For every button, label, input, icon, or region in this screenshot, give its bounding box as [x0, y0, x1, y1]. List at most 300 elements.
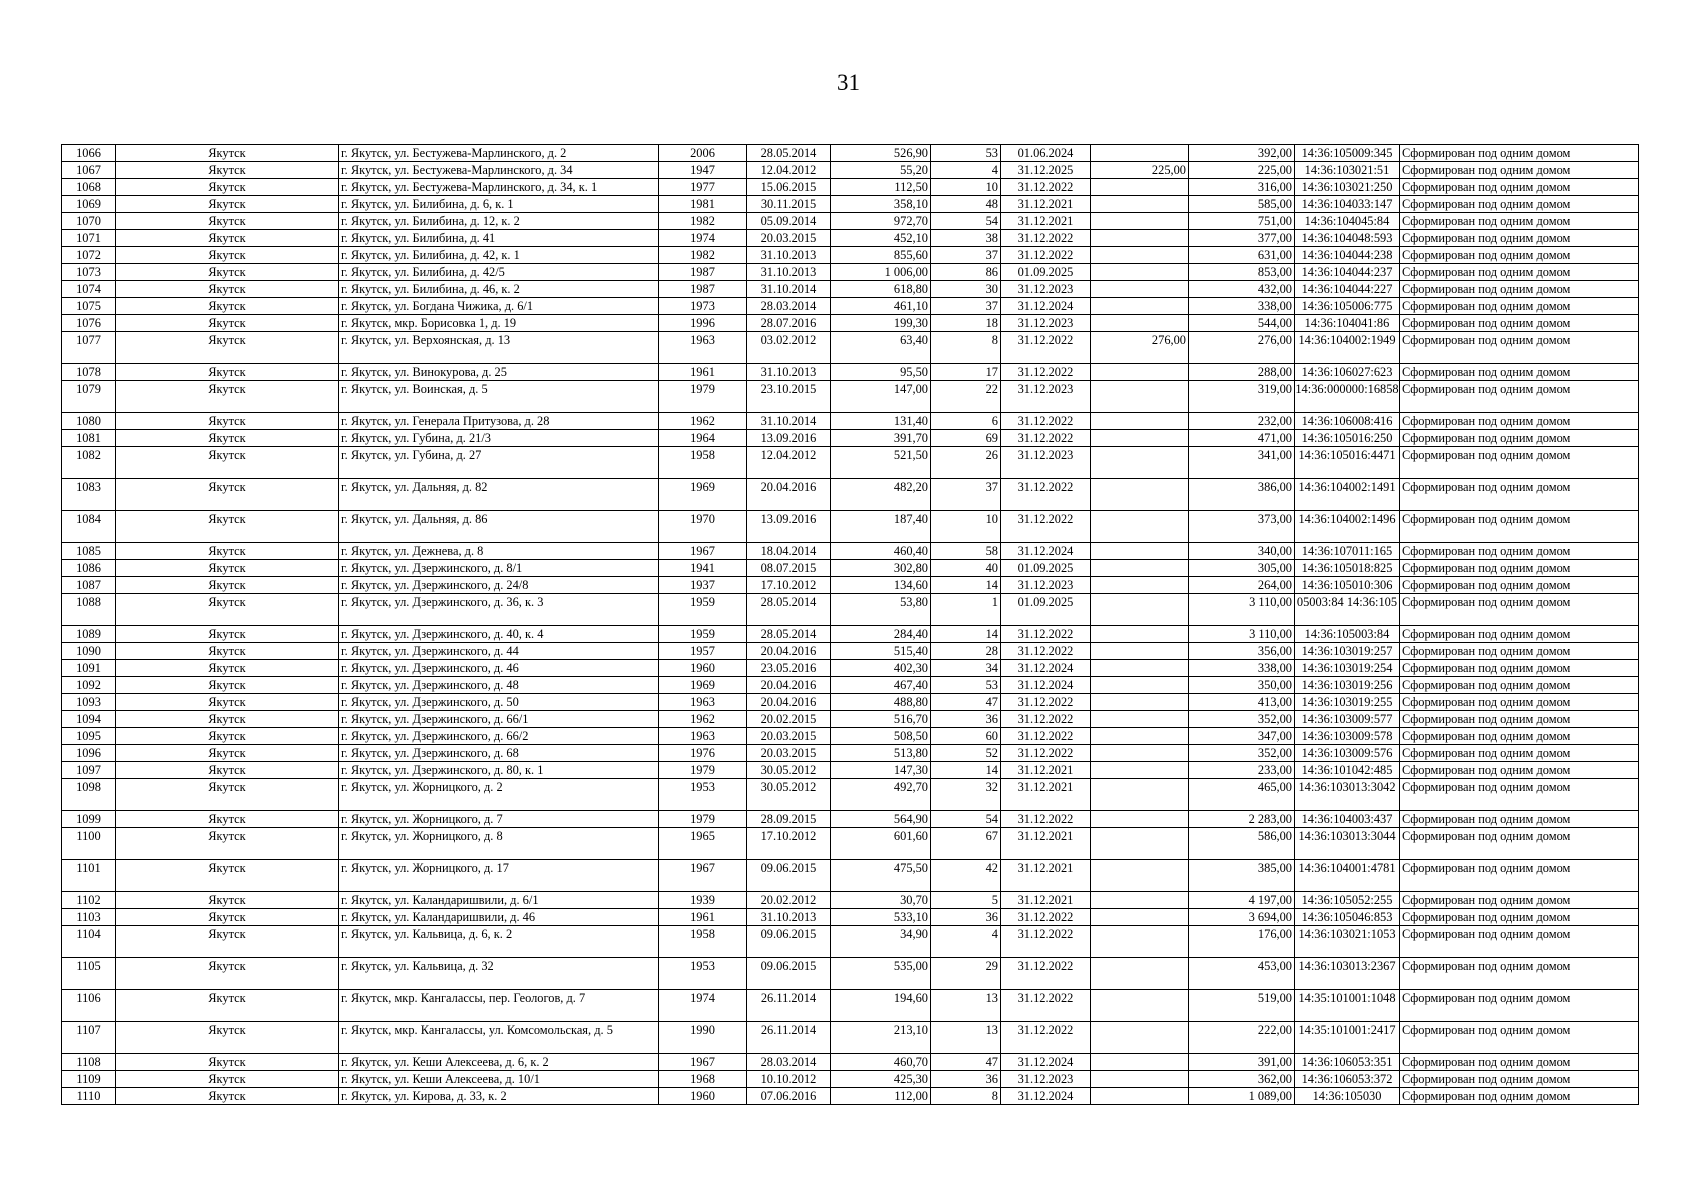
build-year-cell: 1959 — [659, 626, 747, 643]
city-cell: Якутск — [116, 145, 339, 162]
address-cell: г. Якутск, ул. Каландаришвили, д. 46 — [339, 909, 659, 926]
deadline-cell: 31.12.2024 — [1001, 543, 1091, 560]
build-year-cell: 1953 — [659, 958, 747, 990]
cadastral-number-cell: 14:36:106053:372 — [1295, 1071, 1400, 1088]
cadastral-number-cell: 14:36:107011:165 — [1295, 543, 1400, 560]
build-year-cell: 1964 — [659, 430, 747, 447]
amount-cell: 276,00 — [1091, 332, 1189, 364]
table-row — [62, 332, 1639, 364]
area-cell: 134,60 — [831, 577, 931, 594]
cost-cell: 386,00 — [1189, 479, 1295, 511]
deadline-cell: 31.12.2022 — [1001, 711, 1091, 728]
area-cell: 564,90 — [831, 811, 931, 828]
cadastral-number-cell: 14:36:103013:3044 — [1295, 828, 1400, 860]
table-row — [62, 745, 1639, 762]
count-cell: 30 — [931, 281, 1001, 298]
city-cell: Якутск — [116, 762, 339, 779]
count-cell: 69 — [931, 430, 1001, 447]
status-cell: Сформирован под одним домом — [1400, 762, 1639, 779]
count-cell: 47 — [931, 1054, 1001, 1071]
cadastral-number-cell: 14:36:105016:4471 — [1295, 447, 1400, 479]
address-cell: г. Якутск, ул. Билибина, д. 6, к. 1 — [339, 196, 659, 213]
cost-cell: 585,00 — [1189, 196, 1295, 213]
date-cell: 09.06.2015 — [747, 926, 831, 958]
area-cell: 34,90 — [831, 926, 931, 958]
status-cell: Сформирован под одним домом — [1400, 694, 1639, 711]
area-cell: 535,00 — [831, 958, 931, 990]
count-cell: 14 — [931, 626, 1001, 643]
status-cell: Сформирован под одним домом — [1400, 745, 1639, 762]
cost-cell: 3 110,00 — [1189, 594, 1295, 626]
count-cell: 52 — [931, 745, 1001, 762]
cadastral-number-cell: 14:36:103009:578 — [1295, 728, 1400, 745]
cadastral-number-cell: 14:36:103013:2367 — [1295, 958, 1400, 990]
deadline-cell: 31.12.2022 — [1001, 430, 1091, 447]
address-cell: г. Якутск, ул. Жорницкого, д. 2 — [339, 779, 659, 811]
row-number-cell: 1083 — [62, 479, 116, 511]
cost-cell: 453,00 — [1189, 958, 1295, 990]
amount-cell — [1091, 1054, 1189, 1071]
table-row — [62, 213, 1639, 230]
build-year-cell: 2006 — [659, 145, 747, 162]
date-cell: 28.03.2014 — [747, 1054, 831, 1071]
date-cell: 17.10.2012 — [747, 828, 831, 860]
area-cell: 147,30 — [831, 762, 931, 779]
area-cell: 30,70 — [831, 892, 931, 909]
cadastral-number-cell: 14:35:101001:2417 — [1295, 1022, 1400, 1054]
row-number-cell: 1070 — [62, 213, 116, 230]
cost-cell: 4 197,00 — [1189, 892, 1295, 909]
city-cell: Якутск — [116, 1054, 339, 1071]
address-cell: г. Якутск, ул. Дзержинского, д. 66/2 — [339, 728, 659, 745]
city-cell: Якутск — [116, 990, 339, 1022]
count-cell: 67 — [931, 828, 1001, 860]
area-cell: 112,50 — [831, 179, 931, 196]
table-row — [62, 162, 1639, 179]
cost-cell: 432,00 — [1189, 281, 1295, 298]
date-cell: 07.06.2016 — [747, 1088, 831, 1105]
table-row — [62, 860, 1639, 892]
cost-cell: 340,00 — [1189, 543, 1295, 560]
deadline-cell: 31.12.2021 — [1001, 828, 1091, 860]
area-cell: 475,50 — [831, 860, 931, 892]
cost-cell: 413,00 — [1189, 694, 1295, 711]
address-cell: г. Якутск, мкр. Кангалассы, ул. Комсомольская, д. 5 — [339, 1022, 659, 1054]
deadline-cell: 01.06.2024 — [1001, 145, 1091, 162]
address-cell: г. Якутск, ул. Билибина, д. 46, к. 2 — [339, 281, 659, 298]
city-cell: Якутск — [116, 728, 339, 745]
deadline-cell: 31.12.2023 — [1001, 315, 1091, 332]
table-row — [62, 958, 1639, 990]
status-cell: Сформирован под одним домом — [1400, 543, 1639, 560]
date-cell: 23.05.2016 — [747, 660, 831, 677]
build-year-cell: 1967 — [659, 1054, 747, 1071]
city-cell: Якутск — [116, 660, 339, 677]
date-cell: 15.06.2015 — [747, 179, 831, 196]
table-row — [62, 577, 1639, 594]
date-cell: 17.10.2012 — [747, 577, 831, 594]
deadline-cell: 31.12.2024 — [1001, 677, 1091, 694]
build-year-cell: 1941 — [659, 560, 747, 577]
city-cell: Якутск — [116, 779, 339, 811]
cost-cell: 338,00 — [1189, 660, 1295, 677]
deadline-cell: 31.12.2022 — [1001, 926, 1091, 958]
count-cell: 36 — [931, 1071, 1001, 1088]
count-cell: 13 — [931, 990, 1001, 1022]
amount-cell — [1091, 560, 1189, 577]
row-number-cell: 1093 — [62, 694, 116, 711]
status-cell: Сформирован под одним домом — [1400, 594, 1639, 626]
amount-cell — [1091, 779, 1189, 811]
row-number-cell: 1075 — [62, 298, 116, 315]
status-cell: Сформирован под одним домом — [1400, 247, 1639, 264]
amount-cell — [1091, 543, 1189, 560]
date-cell: 28.05.2014 — [747, 145, 831, 162]
cost-cell: 544,00 — [1189, 315, 1295, 332]
row-number-cell: 1097 — [62, 762, 116, 779]
city-cell: Якутск — [116, 594, 339, 626]
date-cell: 12.04.2012 — [747, 162, 831, 179]
amount-cell — [1091, 909, 1189, 926]
cadastral-number-cell: 14:36:103019:256 — [1295, 677, 1400, 694]
cadastral-number-cell: 14:36:104002:1949 — [1295, 332, 1400, 364]
row-number-cell: 1102 — [62, 892, 116, 909]
date-cell: 20.03.2015 — [747, 745, 831, 762]
row-number-cell: 1077 — [62, 332, 116, 364]
count-cell: 34 — [931, 660, 1001, 677]
deadline-cell: 31.12.2024 — [1001, 1088, 1091, 1105]
row-number-cell: 1095 — [62, 728, 116, 745]
address-cell: г. Якутск, ул. Жорницкого, д. 17 — [339, 860, 659, 892]
date-cell: 30.05.2012 — [747, 762, 831, 779]
build-year-cell: 1977 — [659, 179, 747, 196]
address-cell: г. Якутск, ул. Билибина, д. 42/5 — [339, 264, 659, 281]
table-row — [62, 828, 1639, 860]
build-year-cell: 1987 — [659, 281, 747, 298]
address-cell: г. Якутск, ул. Бестужева-Марлинского, д. 34, к. 1 — [339, 179, 659, 196]
status-cell: Сформирован под одним домом — [1400, 332, 1639, 364]
table-row — [62, 660, 1639, 677]
address-cell: г. Якутск, мкр. Кангалассы, пер. Геологов, д. 7 — [339, 990, 659, 1022]
cadastral-number-cell: 14:36:106027:623 — [1295, 364, 1400, 381]
cadastral-number-cell: 14:36:105009:345 — [1295, 145, 1400, 162]
build-year-cell: 1947 — [659, 162, 747, 179]
city-cell: Якутск — [116, 1022, 339, 1054]
city-cell: Якутск — [116, 892, 339, 909]
housing-register-table — [61, 144, 1639, 1105]
amount-cell — [1091, 230, 1189, 247]
table-row — [62, 1088, 1639, 1105]
area-cell: 461,10 — [831, 298, 931, 315]
deadline-cell: 31.12.2022 — [1001, 364, 1091, 381]
address-cell: г. Якутск, ул. Дзержинского, д. 40, к. 4 — [339, 626, 659, 643]
cost-cell: 232,00 — [1189, 413, 1295, 430]
cost-cell: 288,00 — [1189, 364, 1295, 381]
cost-cell: 225,00 — [1189, 162, 1295, 179]
count-cell: 48 — [931, 196, 1001, 213]
amount-cell — [1091, 728, 1189, 745]
deadline-cell: 31.12.2024 — [1001, 660, 1091, 677]
table-row — [62, 728, 1639, 745]
address-cell: г. Якутск, ул. Жорницкого, д. 7 — [339, 811, 659, 828]
address-cell: г. Якутск, ул. Дзержинского, д. 8/1 — [339, 560, 659, 577]
build-year-cell: 1974 — [659, 230, 747, 247]
amount-cell — [1091, 811, 1189, 828]
status-cell: Сформирован под одним домом — [1400, 264, 1639, 281]
count-cell: 60 — [931, 728, 1001, 745]
build-year-cell: 1960 — [659, 1088, 747, 1105]
address-cell: г. Якутск, ул. Каландаришвили, д. 6/1 — [339, 892, 659, 909]
city-cell: Якутск — [116, 711, 339, 728]
date-cell: 31.10.2013 — [747, 364, 831, 381]
address-cell: г. Якутск, ул. Дзержинского, д. 46 — [339, 660, 659, 677]
cadastral-number-cell: 14:36:105052:255 — [1295, 892, 1400, 909]
address-cell: г. Якутск, ул. Дальняя, д. 82 — [339, 479, 659, 511]
status-cell: Сформирован под одним домом — [1400, 626, 1639, 643]
count-cell: 58 — [931, 543, 1001, 560]
row-number-cell: 1091 — [62, 660, 116, 677]
cost-cell: 264,00 — [1189, 577, 1295, 594]
area-cell: 194,60 — [831, 990, 931, 1022]
area-cell: 515,40 — [831, 643, 931, 660]
row-number-cell: 1099 — [62, 811, 116, 828]
count-cell: 8 — [931, 1088, 1001, 1105]
area-cell: 460,70 — [831, 1054, 931, 1071]
date-cell: 20.04.2016 — [747, 694, 831, 711]
deadline-cell: 31.12.2022 — [1001, 811, 1091, 828]
count-cell: 22 — [931, 381, 1001, 413]
deadline-cell: 31.12.2022 — [1001, 230, 1091, 247]
count-cell: 17 — [931, 364, 1001, 381]
cadastral-number-cell: 14:36:103021:1053 — [1295, 926, 1400, 958]
amount-cell — [1091, 281, 1189, 298]
row-number-cell: 1101 — [62, 860, 116, 892]
date-cell: 20.03.2015 — [747, 230, 831, 247]
row-number-cell: 1069 — [62, 196, 116, 213]
address-cell: г. Якутск, ул. Кеши Алексеева, д. 6, к. 2 — [339, 1054, 659, 1071]
amount-cell — [1091, 413, 1189, 430]
status-cell: Сформирован под одним домом — [1400, 828, 1639, 860]
count-cell: 32 — [931, 779, 1001, 811]
area-cell: 516,70 — [831, 711, 931, 728]
area-cell: 508,50 — [831, 728, 931, 745]
amount-cell — [1091, 1088, 1189, 1105]
cost-cell: 391,00 — [1189, 1054, 1295, 1071]
amount-cell — [1091, 145, 1189, 162]
build-year-cell: 1996 — [659, 315, 747, 332]
status-cell: Сформирован под одним домом — [1400, 990, 1639, 1022]
status-cell: Сформирован под одним домом — [1400, 179, 1639, 196]
city-cell: Якутск — [116, 281, 339, 298]
area-cell: 482,20 — [831, 479, 931, 511]
cost-cell: 471,00 — [1189, 430, 1295, 447]
count-cell: 10 — [931, 179, 1001, 196]
amount-cell — [1091, 660, 1189, 677]
date-cell: 28.05.2014 — [747, 594, 831, 626]
cadastral-number-cell: 14:36:106008:416 — [1295, 413, 1400, 430]
city-cell: Якутск — [116, 213, 339, 230]
table-row — [62, 560, 1639, 577]
cadastral-number-cell: 14:36:103019:255 — [1295, 694, 1400, 711]
cost-cell: 631,00 — [1189, 247, 1295, 264]
row-number-cell: 1071 — [62, 230, 116, 247]
deadline-cell: 31.12.2021 — [1001, 196, 1091, 213]
build-year-cell: 1982 — [659, 213, 747, 230]
date-cell: 26.11.2014 — [747, 990, 831, 1022]
status-cell: Сформирован под одним домом — [1400, 926, 1639, 958]
table-row — [62, 247, 1639, 264]
row-number-cell: 1081 — [62, 430, 116, 447]
area-cell: 855,60 — [831, 247, 931, 264]
area-cell: 425,30 — [831, 1071, 931, 1088]
build-year-cell: 1962 — [659, 711, 747, 728]
status-cell: Сформирован под одним домом — [1400, 479, 1639, 511]
build-year-cell: 1968 — [659, 1071, 747, 1088]
amount-cell — [1091, 577, 1189, 594]
cadastral-number-cell: 14:35:101001:1048 — [1295, 990, 1400, 1022]
address-cell: г. Якутск, ул. Дзержинского, д. 50 — [339, 694, 659, 711]
deadline-cell: 31.12.2021 — [1001, 860, 1091, 892]
city-cell: Якутск — [116, 364, 339, 381]
row-number-cell: 1067 — [62, 162, 116, 179]
city-cell: Якутск — [116, 479, 339, 511]
date-cell: 31.10.2013 — [747, 909, 831, 926]
address-cell: г. Якутск, ул. Кальвица, д. 6, к. 2 — [339, 926, 659, 958]
cost-cell: 352,00 — [1189, 711, 1295, 728]
city-cell: Якутск — [116, 909, 339, 926]
deadline-cell: 31.12.2022 — [1001, 1022, 1091, 1054]
table-row — [62, 909, 1639, 926]
address-cell: г. Якутск, ул. Дзержинского, д. 24/8 — [339, 577, 659, 594]
build-year-cell: 1958 — [659, 926, 747, 958]
deadline-cell: 31.12.2022 — [1001, 958, 1091, 990]
area-cell: 131,40 — [831, 413, 931, 430]
amount-cell — [1091, 677, 1189, 694]
status-cell: Сформирован под одним домом — [1400, 413, 1639, 430]
table-row — [62, 447, 1639, 479]
build-year-cell: 1969 — [659, 479, 747, 511]
area-cell: 302,80 — [831, 560, 931, 577]
amount-cell: 225,00 — [1091, 162, 1189, 179]
city-cell: Якутск — [116, 958, 339, 990]
area-cell: 460,40 — [831, 543, 931, 560]
area-cell: 358,10 — [831, 196, 931, 213]
cadastral-number-cell: 14:36:106053:351 — [1295, 1054, 1400, 1071]
status-cell: Сформирован под одним домом — [1400, 162, 1639, 179]
amount-cell — [1091, 364, 1189, 381]
city-cell: Якутск — [116, 247, 339, 264]
status-cell: Сформирован под одним домом — [1400, 577, 1639, 594]
deadline-cell: 31.12.2022 — [1001, 179, 1091, 196]
address-cell: г. Якутск, ул. Кеши Алексеева, д. 10/1 — [339, 1071, 659, 1088]
status-cell: Сформирован под одним домом — [1400, 711, 1639, 728]
date-cell: 28.05.2014 — [747, 626, 831, 643]
area-cell: 526,90 — [831, 145, 931, 162]
deadline-cell: 31.12.2023 — [1001, 281, 1091, 298]
area-cell: 213,10 — [831, 1022, 931, 1054]
area-cell: 513,80 — [831, 745, 931, 762]
row-number-cell: 1066 — [62, 145, 116, 162]
cadastral-number-cell: 14:36:104048:593 — [1295, 230, 1400, 247]
count-cell: 38 — [931, 230, 1001, 247]
cost-cell: 385,00 — [1189, 860, 1295, 892]
cadastral-number-cell: 14:36:105010:306 — [1295, 577, 1400, 594]
area-cell: 972,70 — [831, 213, 931, 230]
cadastral-number-cell: 14:36:103009:576 — [1295, 745, 1400, 762]
count-cell: 54 — [931, 213, 1001, 230]
date-cell: 13.09.2016 — [747, 430, 831, 447]
row-number-cell: 1107 — [62, 1022, 116, 1054]
amount-cell — [1091, 264, 1189, 281]
build-year-cell: 1963 — [659, 332, 747, 364]
address-cell: г. Якутск, ул. Дальняя, д. 86 — [339, 511, 659, 543]
cadastral-number-cell: 14:36:104045:84 — [1295, 213, 1400, 230]
status-cell: Сформирован под одним домом — [1400, 196, 1639, 213]
deadline-cell: 31.12.2021 — [1001, 892, 1091, 909]
build-year-cell: 1976 — [659, 745, 747, 762]
build-year-cell: 1990 — [659, 1022, 747, 1054]
build-year-cell: 1963 — [659, 694, 747, 711]
amount-cell — [1091, 694, 1189, 711]
cost-cell: 176,00 — [1189, 926, 1295, 958]
row-number-cell: 1078 — [62, 364, 116, 381]
row-number-cell: 1096 — [62, 745, 116, 762]
date-cell: 08.07.2015 — [747, 560, 831, 577]
date-cell: 28.07.2016 — [747, 315, 831, 332]
date-cell: 20.04.2016 — [747, 677, 831, 694]
build-year-cell: 1939 — [659, 892, 747, 909]
deadline-cell: 31.12.2022 — [1001, 643, 1091, 660]
address-cell: г. Якутск, ул. Дзержинского, д. 36, к. 3 — [339, 594, 659, 626]
count-cell: 8 — [931, 332, 1001, 364]
amount-cell — [1091, 430, 1189, 447]
deadline-cell: 31.12.2021 — [1001, 779, 1091, 811]
row-number-cell: 1092 — [62, 677, 116, 694]
date-cell: 20.02.2012 — [747, 892, 831, 909]
cost-cell: 853,00 — [1189, 264, 1295, 281]
cadastral-number-cell: 14:36:000000:16858 — [1295, 381, 1400, 413]
deadline-cell: 31.12.2023 — [1001, 577, 1091, 594]
status-cell: Сформирован под одним домом — [1400, 1071, 1639, 1088]
cost-cell: 377,00 — [1189, 230, 1295, 247]
amount-cell — [1091, 958, 1189, 990]
build-year-cell: 1961 — [659, 364, 747, 381]
address-cell: г. Якутск, ул. Билибина, д. 42, к. 1 — [339, 247, 659, 264]
amount-cell — [1091, 196, 1189, 213]
date-cell: 03.02.2012 — [747, 332, 831, 364]
area-cell: 618,80 — [831, 281, 931, 298]
count-cell: 47 — [931, 694, 1001, 711]
row-number-cell: 1087 — [62, 577, 116, 594]
area-cell: 63,40 — [831, 332, 931, 364]
deadline-cell: 31.12.2021 — [1001, 213, 1091, 230]
amount-cell — [1091, 298, 1189, 315]
count-cell: 18 — [931, 315, 1001, 332]
build-year-cell: 1965 — [659, 828, 747, 860]
build-year-cell: 1963 — [659, 728, 747, 745]
cost-cell: 3 110,00 — [1189, 626, 1295, 643]
city-cell: Якутск — [116, 430, 339, 447]
row-number-cell: 1105 — [62, 958, 116, 990]
count-cell: 6 — [931, 413, 1001, 430]
deadline-cell: 31.12.2023 — [1001, 1071, 1091, 1088]
table-row — [62, 677, 1639, 694]
cost-cell: 316,00 — [1189, 179, 1295, 196]
deadline-cell: 31.12.2022 — [1001, 694, 1091, 711]
table-row — [62, 762, 1639, 779]
cadastral-number-cell: 14:36:105018:825 — [1295, 560, 1400, 577]
count-cell: 42 — [931, 860, 1001, 892]
